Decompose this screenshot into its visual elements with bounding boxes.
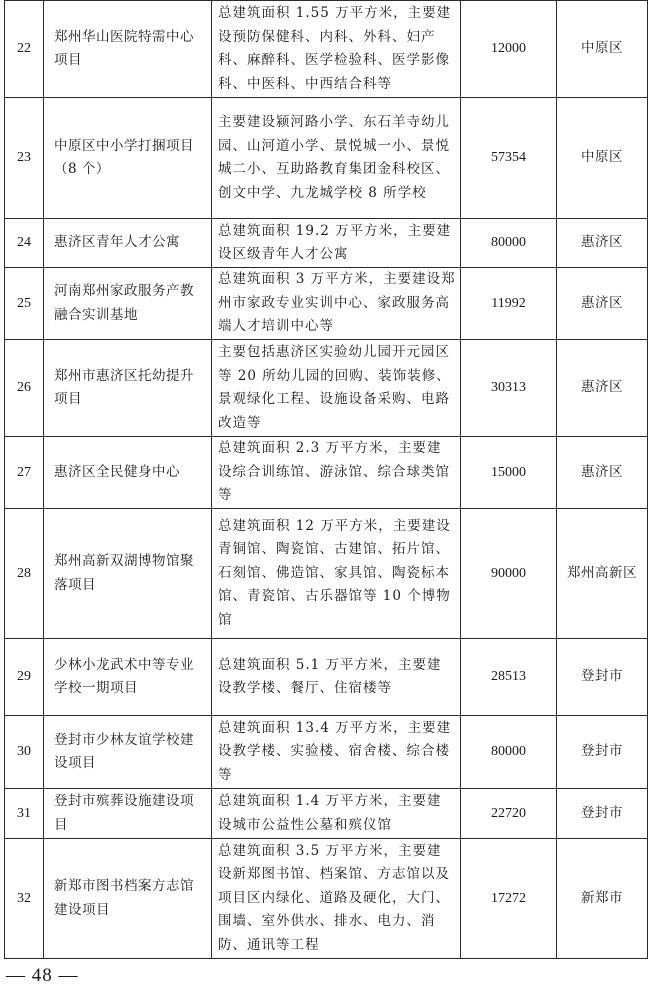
table-row bbox=[5, 639, 648, 716]
table-row bbox=[5, 716, 648, 789]
project-name: 郑州市惠济区托幼提升项目 bbox=[44, 340, 212, 437]
region: 郑州高新区 bbox=[557, 509, 648, 639]
row-number: 27 bbox=[5, 437, 44, 509]
row-number: 29 bbox=[5, 639, 44, 716]
region: 中原区 bbox=[557, 98, 648, 219]
region: 惠济区 bbox=[557, 340, 648, 437]
row-number: 26 bbox=[5, 340, 44, 437]
region: 登封市 bbox=[557, 639, 648, 716]
table-row bbox=[5, 1, 648, 98]
table-row bbox=[5, 268, 648, 340]
project-name: 惠济区青年人才公寓 bbox=[44, 219, 212, 268]
row-number: 22 bbox=[5, 1, 44, 98]
project-name: 登封市殡葬设施建设项目 bbox=[44, 789, 212, 839]
row-number: 30 bbox=[5, 716, 44, 789]
project-name: 郑州华山医院特需中心项目 bbox=[44, 1, 212, 98]
investment-amount: 15000 bbox=[461, 437, 557, 509]
construction-content: 主要建设颍河路小学、东石羊寺幼儿园、山河道小学、景悦城一小、景悦城二小、互助路教育集团金科校区、创文中学、九龙城学校 8 所学校 bbox=[212, 98, 461, 219]
table-row bbox=[5, 509, 648, 639]
region: 惠济区 bbox=[557, 219, 648, 268]
region: 登封市 bbox=[557, 716, 648, 789]
row-number: 32 bbox=[5, 839, 44, 959]
investment-amount: 57354 bbox=[461, 98, 557, 219]
page-number: — 48 — bbox=[6, 965, 79, 986]
region: 新郑市 bbox=[557, 839, 648, 959]
investment-amount: 80000 bbox=[461, 219, 557, 268]
table-row bbox=[5, 340, 648, 437]
project-name: 河南郑州家政服务产教融合实训基地 bbox=[44, 268, 212, 340]
region: 中原区 bbox=[557, 1, 648, 98]
table-row bbox=[5, 219, 648, 268]
investment-amount: 28513 bbox=[461, 639, 557, 716]
table-row bbox=[5, 98, 648, 219]
project-name: 登封市少林友谊学校建设项目 bbox=[44, 716, 212, 789]
table-row bbox=[5, 789, 648, 839]
region: 惠济区 bbox=[557, 437, 648, 509]
construction-content: 总建筑面积 3 万平方米，主要建设郑州市家政专业实训中心、家政服务高端人才培训中心等 bbox=[212, 268, 461, 340]
table-row bbox=[5, 839, 648, 959]
project-table bbox=[4, 0, 648, 959]
project-name: 新郑市图书档案方志馆建设项目 bbox=[44, 839, 212, 959]
row-number: 24 bbox=[5, 219, 44, 268]
construction-content: 总建筑面积 1.55 万平方米，主要建设预防保健科、内科、外科、妇产科、麻醉科、医学检验科、医学影像科、中医科、中西结合科等 bbox=[212, 1, 461, 98]
construction-content: 总建筑面积 13.4 万平方米，主要建设教学楼、实验楼、宿舍楼、综合楼等 bbox=[212, 716, 461, 789]
construction-content: 总建筑面积 19.2 万平方米，主要建设区级青年人才公寓 bbox=[212, 219, 461, 268]
construction-content: 总建筑面积 12 万平方米，主要建设青铜馆、陶瓷馆、古建馆、拓片馆、石刻馆、佛造馆、家具馆、陶瓷标本馆、青瓷馆、古乐器馆等 10 个博物馆 bbox=[212, 509, 461, 639]
project-name: 少林小龙武术中等专业学校一期项目 bbox=[44, 639, 212, 716]
investment-amount: 80000 bbox=[461, 716, 557, 789]
row-number: 25 bbox=[5, 268, 44, 340]
region: 登封市 bbox=[557, 789, 648, 839]
row-number: 23 bbox=[5, 98, 44, 219]
project-name: 惠济区全民健身中心 bbox=[44, 437, 212, 509]
row-number: 31 bbox=[5, 789, 44, 839]
investment-amount: 30313 bbox=[461, 340, 557, 437]
investment-amount: 12000 bbox=[461, 1, 557, 98]
construction-content: 主要包括惠济区实验幼儿园开元园区等 20 所幼儿园的回购、装饰装修、景观绿化工程、设施设备采购、电路改造等 bbox=[212, 340, 461, 437]
region: 惠济区 bbox=[557, 268, 648, 340]
project-name: 中原区中小学打捆项目（8 个） bbox=[44, 98, 212, 219]
investment-amount: 90000 bbox=[461, 509, 557, 639]
construction-content: 总建筑面积 5.1 万平方米，主要建设教学楼、餐厅、住宿楼等 bbox=[212, 639, 461, 716]
construction-content: 总建筑面积 1.4 万平方米，主要建设城市公益性公墓和殡仪馆 bbox=[212, 789, 461, 839]
construction-content: 总建筑面积 3.5 万平方米，主要建设新郑图书馆、档案馆、方志馆以及项目区内绿化、道路及硬化，大门、围墙、室外供水、排水、电力、消防、通讯等工程 bbox=[212, 839, 461, 959]
row-number: 28 bbox=[5, 509, 44, 639]
table-row bbox=[5, 437, 648, 509]
construction-content: 总建筑面积 2.3 万平方米，主要建设综合训练馆、游泳馆、综合球类馆等 bbox=[212, 437, 461, 509]
project-name: 郑州高新双湖博物馆聚落项目 bbox=[44, 509, 212, 639]
investment-amount: 17272 bbox=[461, 839, 557, 959]
investment-amount: 22720 bbox=[461, 789, 557, 839]
investment-amount: 11992 bbox=[461, 268, 557, 340]
